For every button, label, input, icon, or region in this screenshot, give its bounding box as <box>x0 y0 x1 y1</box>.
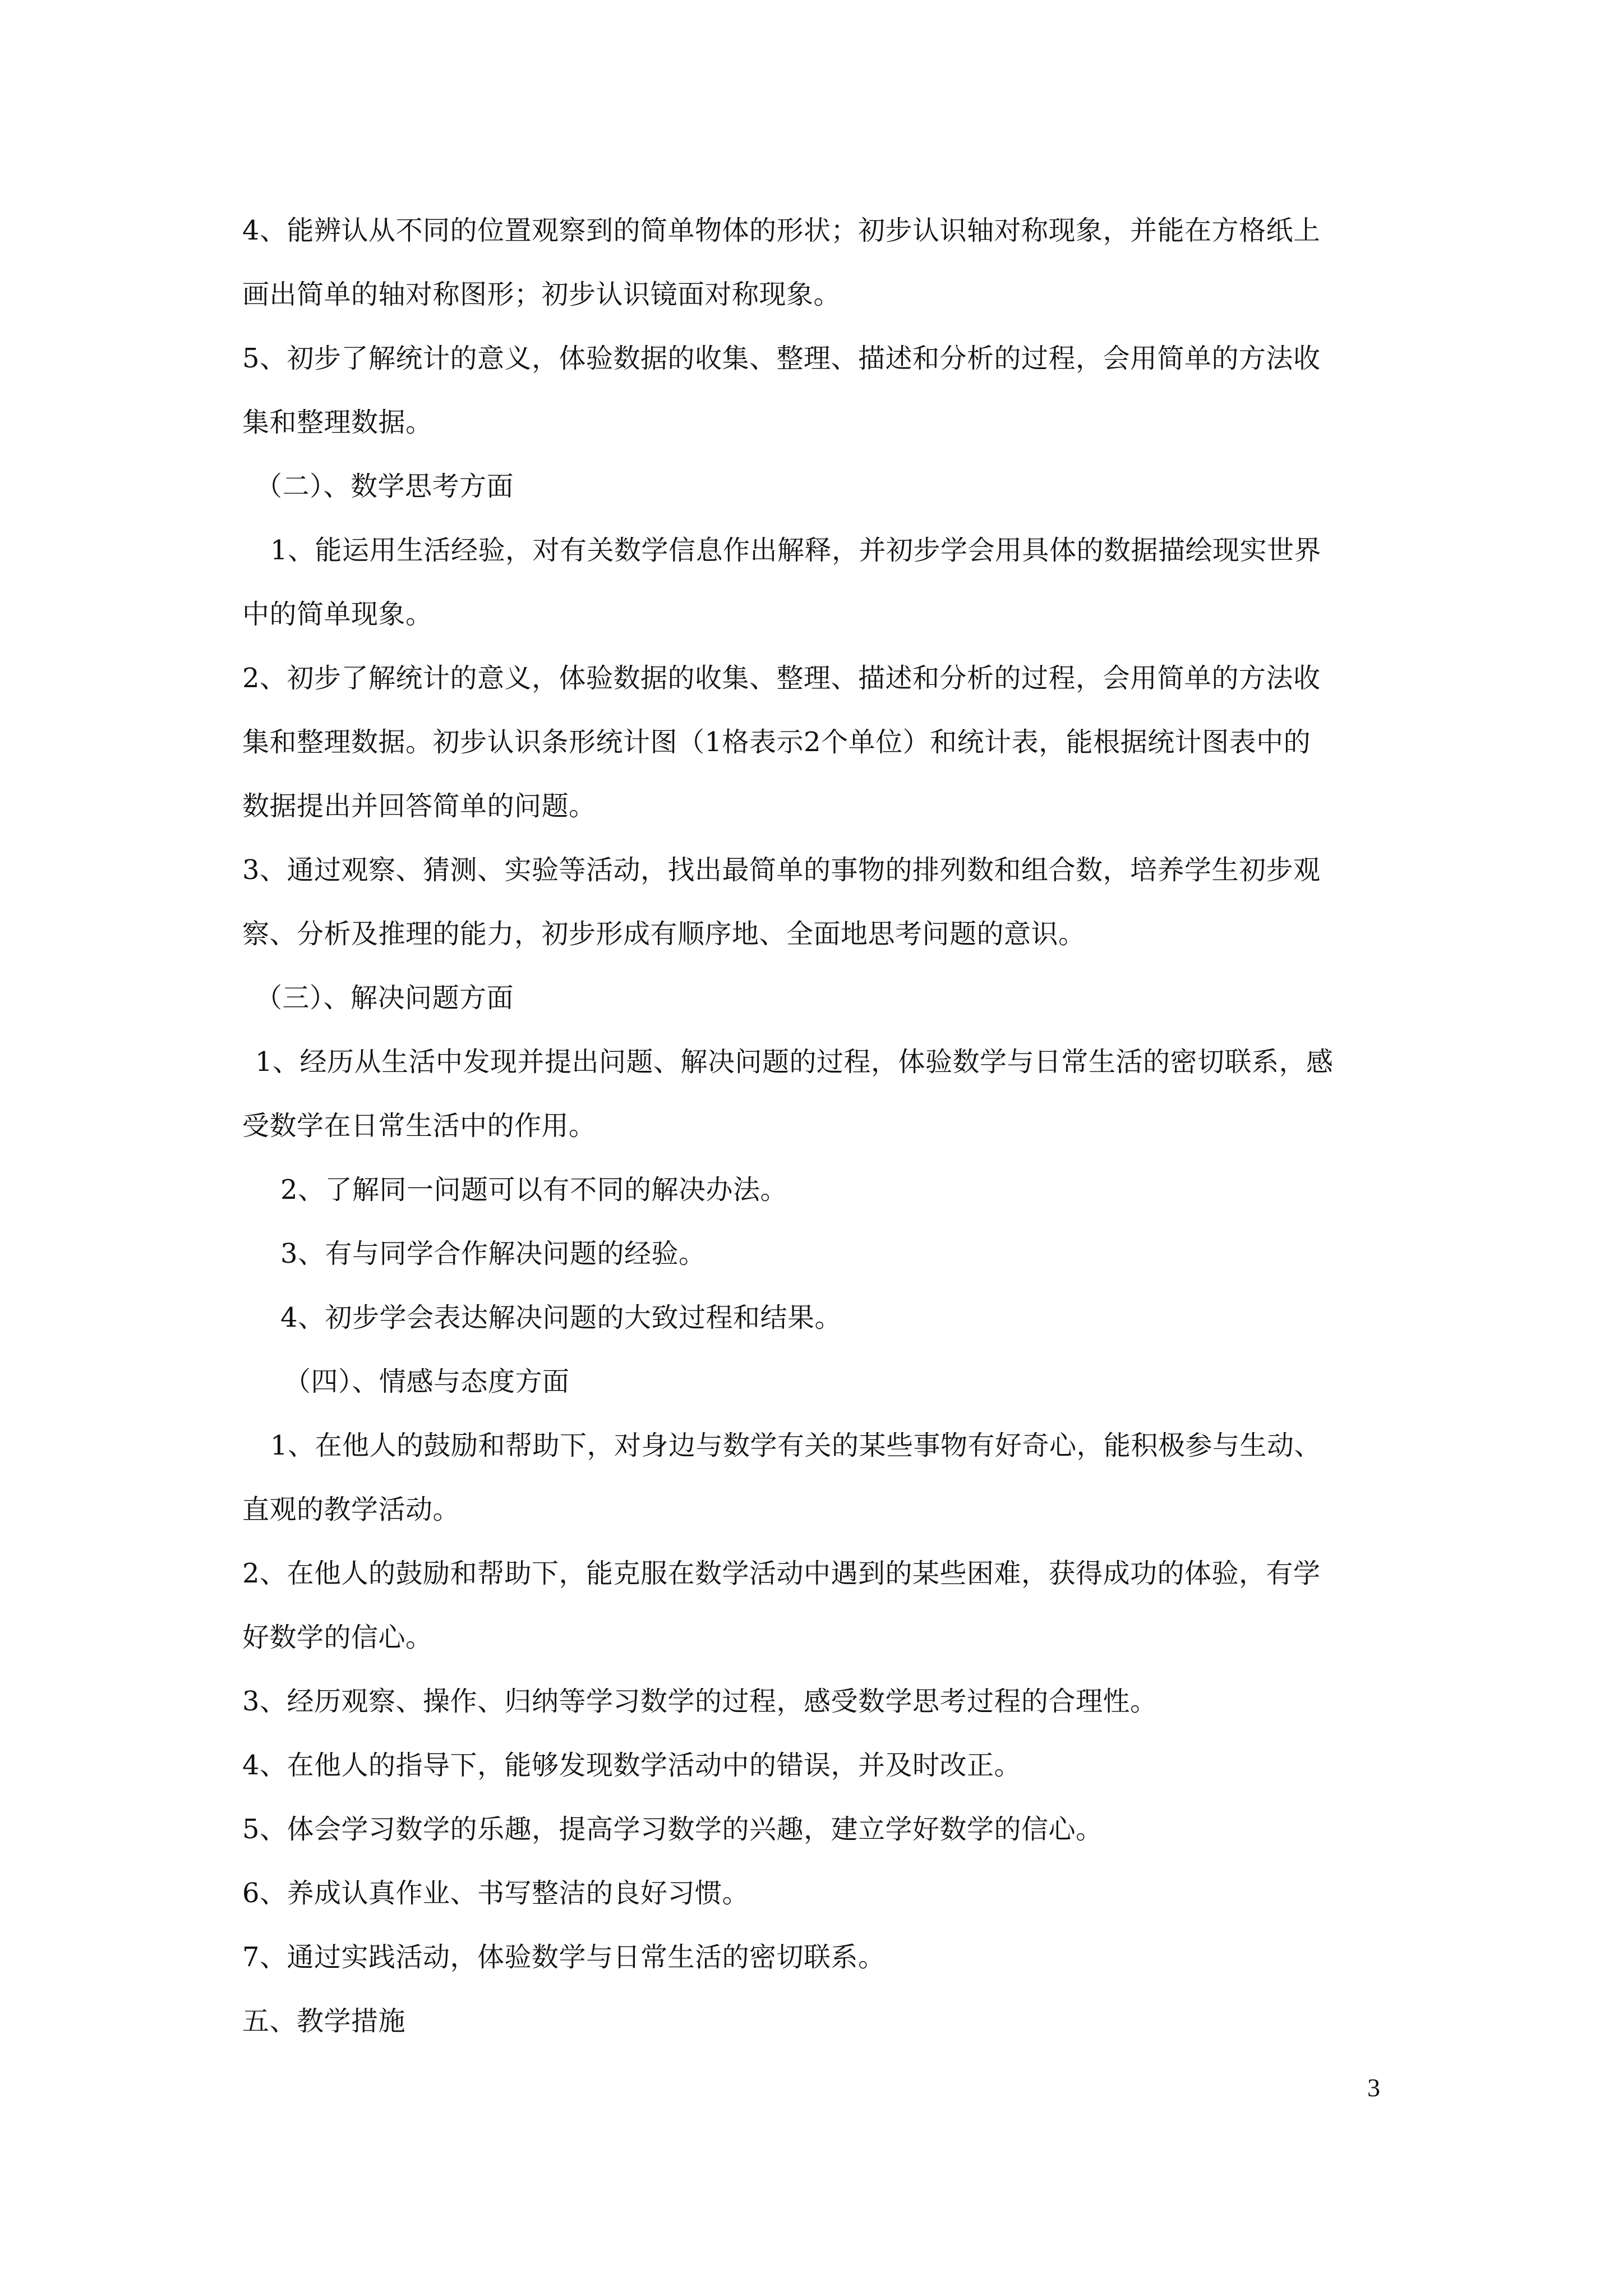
text-line: 4、初步学会表达解决问题的大致过程和结果。 <box>280 1302 842 1333</box>
text-line: 3、经历观察、操作、归纳等学习数学的过程，感受数学思考过程的合理性。 <box>242 1686 1158 1717</box>
text-line: 察、分析及推理的能力，初步形成有顺序地、全面地思考问题的意识。 <box>242 918 1086 950</box>
section-heading: 五、教学措施 <box>242 2005 406 2037</box>
text-line: 2、初步了解统计的意义，体验数据的收集、整理、描述和分析的过程，会用简单的方法收 <box>242 662 1321 694</box>
text-line: 受数学在日常生活中的作用。 <box>242 1110 596 1142</box>
text-line: 1、能运用生活经验，对有关数学信息作出解释，并初步学会用具体的数据描绘现实世界 <box>270 535 1322 566</box>
text-line: 中的简单现象。 <box>242 599 433 630</box>
text-line: 7、通过实践活动，体验数学与日常生活的密切联系。 <box>242 1941 886 1973</box>
text-line: 画出简单的轴对称图形；初步认识镜面对称现象。 <box>242 279 841 310</box>
page-number: 3 <box>1367 2073 1380 2102</box>
text-line: 1、经历从生活中发现并提出问题、解决问题的过程，体验数学与日常生活的密切联系，感 <box>255 1046 1334 1078</box>
text-line: 4、在他人的指导下，能够发现数学活动中的错误，并及时改正。 <box>242 1750 1022 1781</box>
text-line: 集和整理数据。 <box>242 407 433 438</box>
text-line: 5、体会学习数学的乐趣，提高学习数学的兴趣，建立学好数学的信心。 <box>242 1814 1103 1845</box>
section-heading: （四）、情感与态度方面 <box>284 1366 570 1397</box>
text-line: 4、能辨认从不同的位置观察到的简单物体的形状；初步认识轴对称现象，并能在方格纸上 <box>242 215 1321 246</box>
text-line: 6、养成认真作业、书写整洁的良好习惯。 <box>242 1878 750 1909</box>
text-line: 2、在他人的鼓励和帮助下，能克服在数学活动中遇到的某些困难，获得成功的体验，有学 <box>242 1558 1321 1589</box>
section-heading: （二）、数学思考方面 <box>255 471 514 502</box>
text-line: 5、初步了解统计的意义，体验数据的收集、整理、描述和分析的过程，会用简单的方法收 <box>242 343 1321 374</box>
text-line: 3、通过观察、猜测、实验等活动，找出最简单的事物的排列数和组合数，培养学生初步观 <box>242 854 1321 886</box>
section-heading: （三）、解决问题方面 <box>255 982 514 1014</box>
text-line: 直观的教学活动。 <box>242 1494 460 1525</box>
text-line: 3、有与同学合作解决问题的经验。 <box>280 1238 706 1269</box>
text-line: 集和整理数据。初步认识条形统计图（1格表示2个单位）和统计表，能根据统计图表中的 <box>242 726 1311 758</box>
text-line: 数据提出并回答简单的问题。 <box>242 790 596 822</box>
text-line: 2、了解同一问题可以有不同的解决办法。 <box>280 1174 788 1205</box>
text-line: 1、在他人的鼓励和帮助下，对身边与数学有关的某些事物有好奇心，能积极参与生动、 <box>270 1430 1322 1461</box>
text-line: 好数学的信心。 <box>242 1622 433 1653</box>
